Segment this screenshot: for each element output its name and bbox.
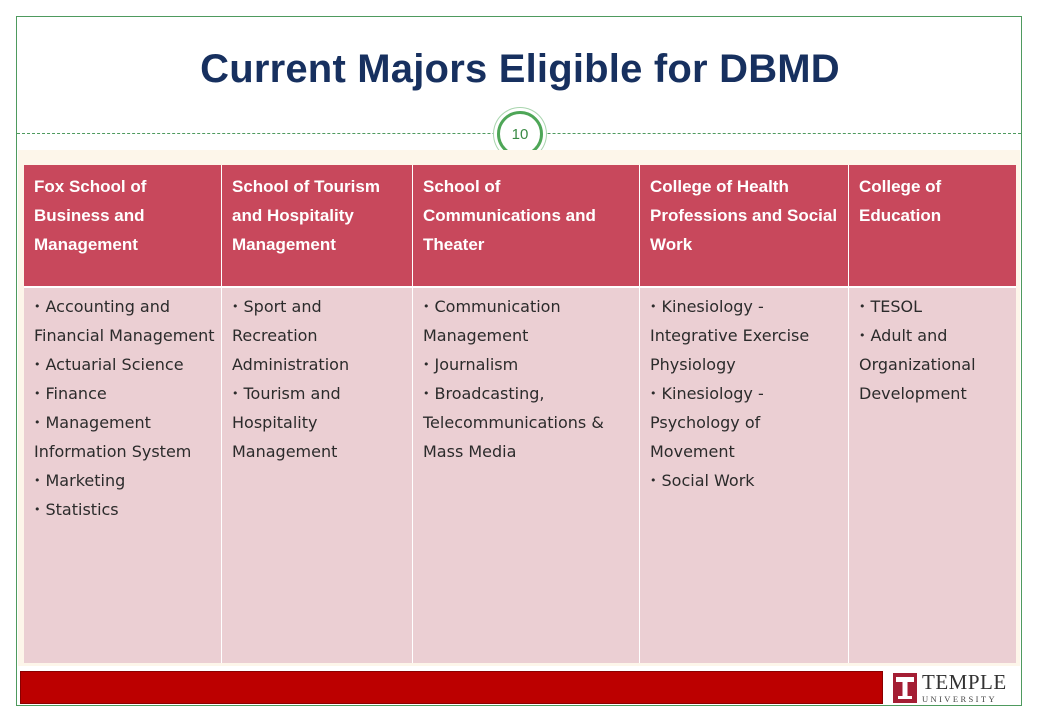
column-header-communications: School of Communications and Theater <box>413 165 640 286</box>
logo-wordmark: TEMPLE <box>922 670 1007 695</box>
list-item <box>650 379 842 466</box>
list-item <box>34 495 215 524</box>
list-item <box>423 350 633 379</box>
list-item <box>34 379 215 408</box>
major-name: Broadcasting, Telecommunications & Mass Media <box>423 384 604 461</box>
bullet-icon: • <box>232 387 239 400</box>
major-name: Adult and Organizational Development <box>859 326 976 403</box>
bullet-icon: • <box>859 329 866 342</box>
list-item <box>34 466 215 495</box>
majors-cell-fox <box>24 286 222 663</box>
majors-table <box>24 165 1016 663</box>
major-list <box>423 292 633 466</box>
bullet-icon: • <box>423 300 430 313</box>
bullet-icon: • <box>34 416 41 429</box>
bullet-icon: • <box>650 387 657 400</box>
majors-cell-health <box>640 286 849 663</box>
majors-row <box>24 286 1016 663</box>
list-item <box>650 292 842 379</box>
column-header-tourism: School of Tourism and Hospitality Management <box>222 165 413 286</box>
major-name: Sport and Recreation Administration <box>232 297 350 374</box>
column-header-fox: Fox School of Business and Management <box>24 165 222 286</box>
list-item <box>423 292 633 350</box>
bullet-icon: • <box>34 358 41 371</box>
major-name: Social Work <box>661 471 755 490</box>
list-item <box>34 350 215 379</box>
temple-logo <box>893 670 1019 706</box>
major-name: Kinesiology - Psychology of Movement <box>650 384 764 461</box>
major-name: Accounting and Financial Management <box>34 297 215 345</box>
list-item <box>232 292 406 379</box>
major-list <box>859 292 1010 408</box>
list-item <box>859 321 1010 408</box>
major-name: Marketing <box>45 471 126 490</box>
list-item <box>650 466 842 495</box>
list-item <box>34 292 215 350</box>
major-name: Journalism <box>434 355 519 374</box>
major-name: Finance <box>45 384 107 403</box>
slide-title: Current Majors Eligible for DBMD <box>200 47 840 91</box>
majors-cell-tourism <box>222 286 413 663</box>
major-name: Tourism and Hospitality Management <box>232 384 341 461</box>
header-row <box>24 165 1016 286</box>
bullet-icon: • <box>859 300 866 313</box>
bullet-icon: • <box>34 387 41 400</box>
column-header-health: College of Health Professions and Social Work <box>640 165 849 286</box>
bullet-icon: • <box>423 387 430 400</box>
list-item <box>423 379 633 466</box>
majors-cell-communications <box>413 286 640 663</box>
bullet-icon: • <box>34 474 41 487</box>
logo-text <box>922 672 1007 704</box>
footer-bar <box>20 671 883 704</box>
major-name: Communication Management <box>423 297 561 345</box>
major-list <box>650 292 842 495</box>
majors-cell-education <box>849 286 1016 663</box>
major-name: TESOL <box>870 297 923 316</box>
bullet-icon: • <box>423 358 430 371</box>
major-name: Actuarial Science <box>45 355 184 374</box>
bullet-icon: • <box>34 503 41 516</box>
bullet-icon: • <box>232 300 239 313</box>
major-list <box>232 292 406 466</box>
bullet-icon: • <box>34 300 41 313</box>
major-name: Management Information System <box>34 413 192 461</box>
list-item <box>859 292 1010 321</box>
list-item <box>34 408 215 466</box>
major-name: Kinesiology - Integrative Exercise Physiology <box>650 297 810 374</box>
temple-t-icon <box>893 673 917 703</box>
logo-subtitle: UNIVERSITY <box>922 694 997 705</box>
list-item <box>232 379 406 466</box>
major-list <box>34 292 215 524</box>
bullet-icon: • <box>650 300 657 313</box>
page-number: 10 <box>511 125 529 143</box>
bullet-icon: • <box>650 474 657 487</box>
column-header-education: College of Education <box>849 165 1016 286</box>
major-name: Statistics <box>45 500 119 519</box>
